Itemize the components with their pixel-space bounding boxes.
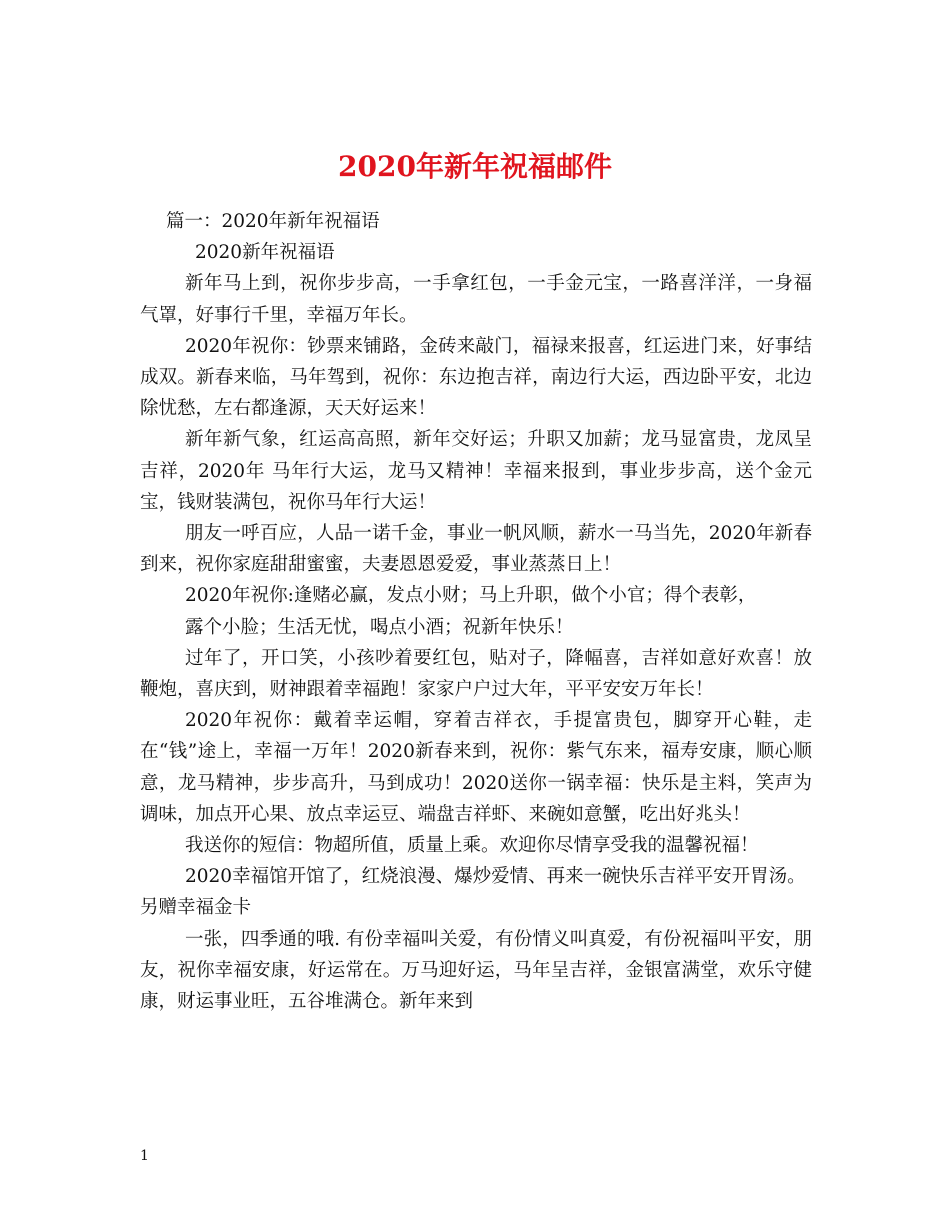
subsection-heading: 2020新年祝福语 bbox=[195, 242, 335, 264]
paragraph: 2020年祝你：钞票来铺路，金砖来敲门，福禄来报喜，红运进门来，好事结成双。新春来临，马年驾到，祝你：东边抱吉祥，南边行大运，西边卧平安，北边除忧愁，左右都逢源，天天好运来！ bbox=[140, 335, 812, 420]
paragraph: 朋友一呼百应，人品一诺千金，事业一帆风顺，薪水一马当先，2020年新春到来，祝你家庭甜甜蜜蜜，夫妻恩恩爱爱，事业蒸蒸日上！ bbox=[140, 523, 812, 576]
page-number: 1 bbox=[140, 1148, 149, 1164]
paragraph: 过年了，开口笑，小孩吵着要红包，贴对子，降幅喜，吉祥如意好欢喜！放鞭炮，喜庆到，财神跟着幸福跑！家家户户过大年，平平安安万年长！ bbox=[140, 647, 812, 701]
paragraph: 2020年祝你：戴着幸运帽，穿着吉祥衣，手提富贵包，脚穿开心鞋，走在“钱”途上，幸福一万年！2020新春来到，祝你：紫气东来，福寿安康，顺心顺意，龙马精神，步步高升，马到成功！2020送你一锅幸福：快乐是主料，笑声为调味，加点开心果、放点幸运豆、端盘吉祥虾、来碗如意蟹，吃出好兆头！ bbox=[140, 710, 812, 825]
paragraph: 新年新气象，红运高高照，新年交好运；升职又加薪；龙马显富贵，龙凤呈吉祥，2020年 马年行大运，龙马又精神！幸福来报到，事业步步高，送个金元宝，钱财装满包，祝你马年行大运！ bbox=[140, 429, 812, 513]
paragraph: 一张，四季通的哦. 有份幸福叫关爱，有份情义叫真爱，有份祝福叫平安，朋友，祝你幸福安康，好运常在。万马迎好运，马年呈吉祥，金银富满堂，欢乐守健康，财运事业旺，五谷堆满仓。新年来到 bbox=[140, 928, 812, 1013]
section-heading: 篇一：2020年新年祝福语 bbox=[166, 211, 380, 232]
document-body bbox=[140, 206, 812, 1017]
paragraph: 2020年祝你:逢赌必赢，发点小财；马上升职，做个小官；得个表彰， bbox=[185, 585, 757, 607]
paragraph: 我送你的短信：物超所值，质量上乘。欢迎你尽情享受我的温馨祝福！ bbox=[185, 835, 759, 857]
document-title: 2020年新年祝福邮件 bbox=[338, 149, 612, 183]
paragraph: 2020幸福馆开馆了，红烧浪漫、爆炒爱情、再来一碗快乐吉祥平安开胃汤。 bbox=[185, 866, 806, 888]
paragraph: 新年马上到，祝你步步高，一手拿红包，一手金元宝，一路喜洋洋，一身福气罩，好事行千里，幸福万年长。 bbox=[140, 273, 812, 326]
paragraph: 另赠幸福金卡 bbox=[140, 897, 252, 919]
paragraph: 露个小脸；生活无忧，喝点小酒；祝新年快乐！ bbox=[185, 616, 574, 638]
